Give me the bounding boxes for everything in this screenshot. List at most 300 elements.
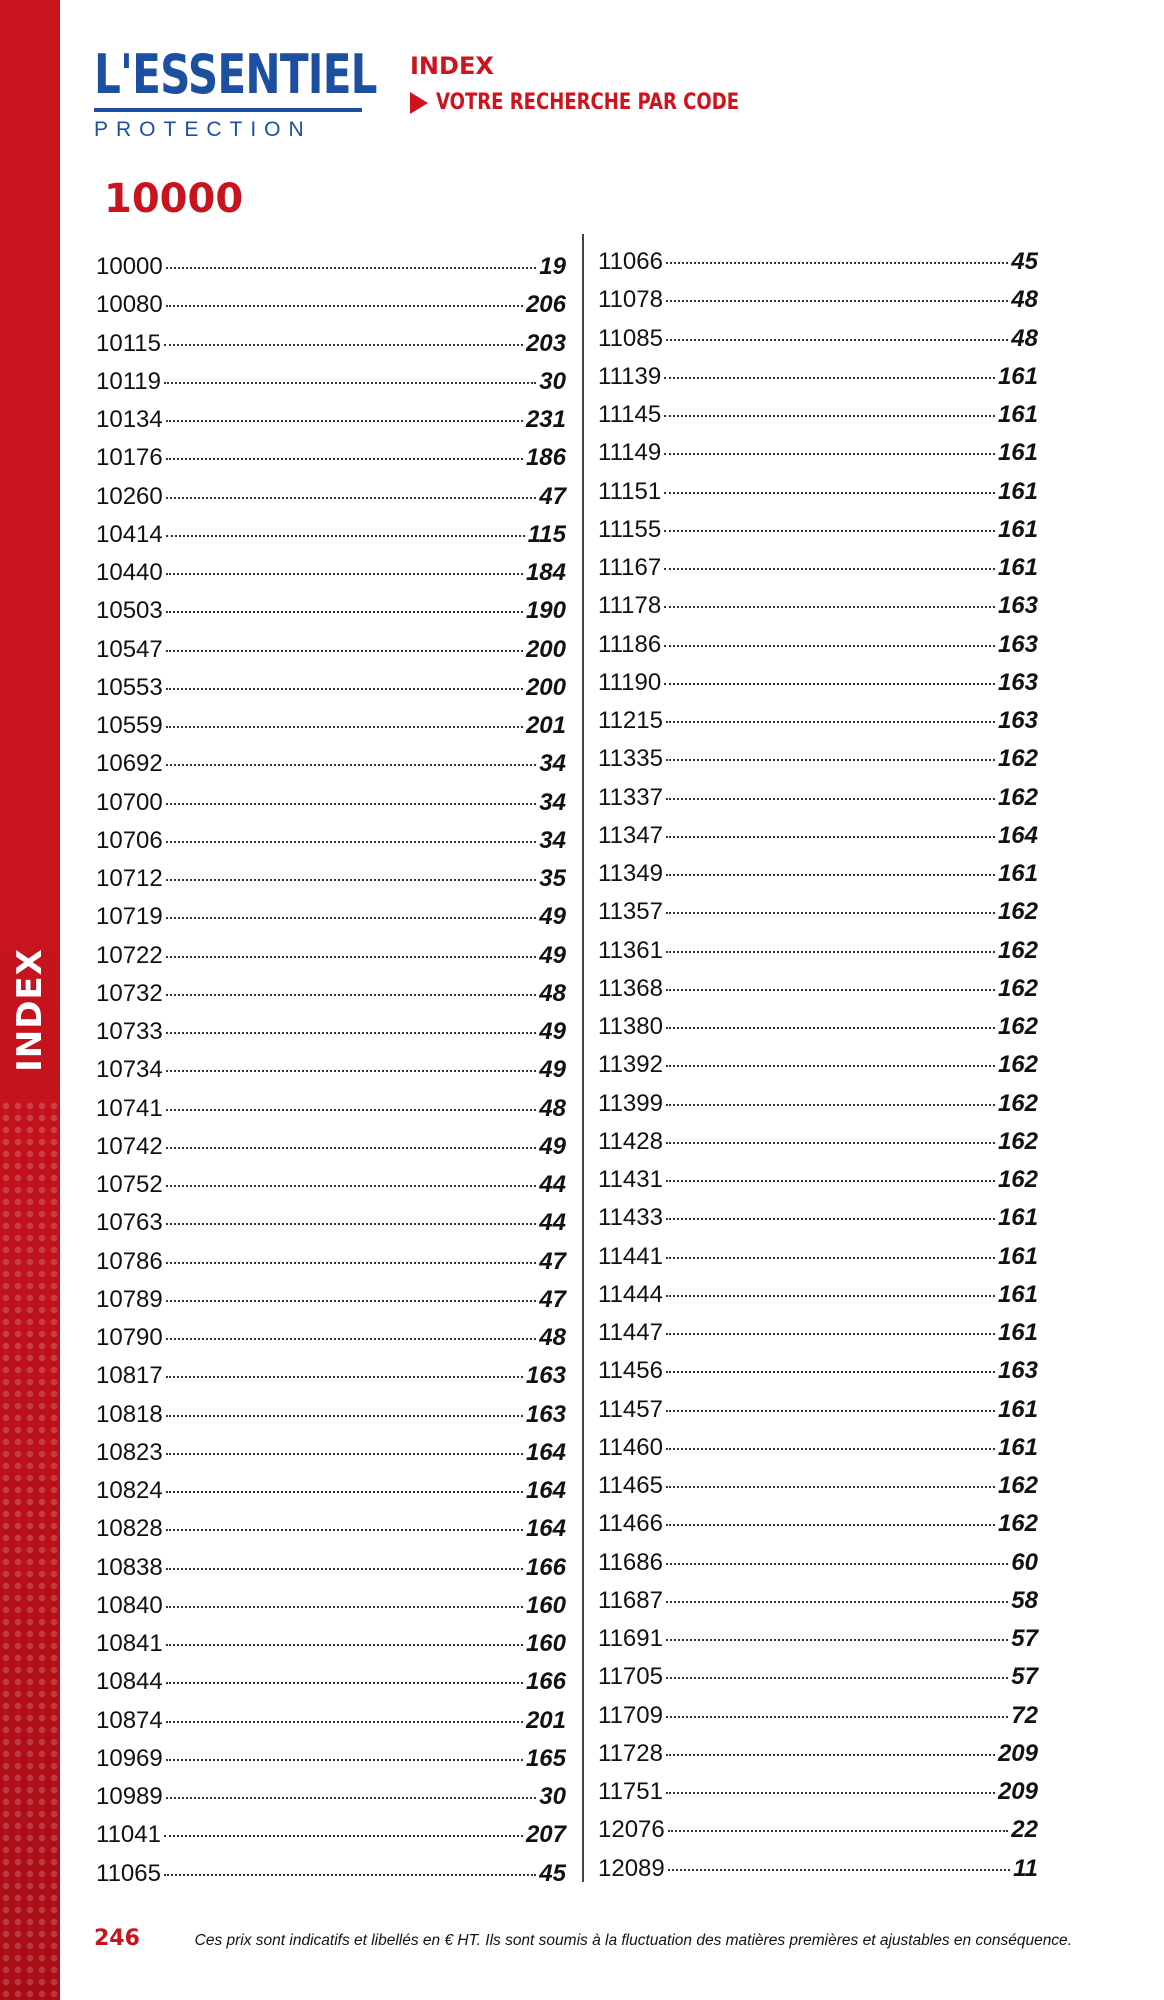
entry-code: 10115 bbox=[96, 329, 161, 357]
entry-code: 11380 bbox=[598, 1013, 663, 1040]
index-entry bbox=[96, 1855, 566, 1893]
entry-page: 162 bbox=[997, 1051, 1038, 1079]
dot-leader bbox=[166, 1759, 523, 1761]
entry-code: 10969 bbox=[96, 1744, 163, 1772]
entry-code: 11686 bbox=[598, 1548, 663, 1576]
entry-page: 49 bbox=[539, 903, 566, 931]
entry-code: 10700 bbox=[96, 788, 163, 816]
index-entry bbox=[96, 860, 566, 898]
entry-code: 10734 bbox=[96, 1056, 163, 1084]
entry-page: 48 bbox=[539, 1094, 566, 1122]
dot-leader bbox=[664, 453, 995, 455]
dot-leader bbox=[166, 841, 537, 843]
index-entry bbox=[96, 745, 566, 783]
entry-code: 11215 bbox=[598, 707, 663, 734]
entry-code: 10547 bbox=[96, 635, 163, 663]
index-entry bbox=[96, 631, 566, 669]
index-entry bbox=[96, 1625, 566, 1663]
dot-leader bbox=[164, 1874, 536, 1876]
index-entry bbox=[96, 784, 566, 822]
dot-leader bbox=[666, 1601, 1008, 1603]
entry-page: 11 bbox=[1013, 1854, 1038, 1882]
entry-code: 11337 bbox=[598, 783, 663, 811]
entry-code: 11428 bbox=[598, 1127, 663, 1155]
entry-page: 162 bbox=[997, 898, 1038, 926]
dot-leader bbox=[166, 611, 523, 613]
entry-page: 163 bbox=[997, 707, 1038, 734]
entry-code: 10823 bbox=[96, 1438, 163, 1466]
dot-leader bbox=[166, 650, 523, 652]
dot-leader bbox=[166, 420, 523, 422]
dot-leader bbox=[666, 1754, 995, 1756]
entry-page: 203 bbox=[525, 329, 566, 357]
dot-leader bbox=[666, 339, 1008, 341]
entry-page: 34 bbox=[539, 788, 566, 816]
entry-code: 11691 bbox=[598, 1625, 663, 1652]
index-entry bbox=[96, 937, 566, 975]
dot-leader bbox=[166, 497, 537, 499]
index-entry bbox=[96, 1510, 566, 1548]
entry-code: 11155 bbox=[598, 515, 662, 543]
logo-rule bbox=[94, 108, 362, 112]
entry-page: 163 bbox=[997, 1357, 1038, 1385]
dot-leader bbox=[166, 305, 523, 307]
entry-page: 166 bbox=[525, 1553, 566, 1581]
entry-page: 164 bbox=[525, 1515, 566, 1543]
index-entry bbox=[598, 1238, 1038, 1276]
entry-page: 48 bbox=[539, 979, 566, 1007]
index-entry bbox=[96, 439, 566, 477]
dot-leader bbox=[166, 1415, 523, 1417]
dot-leader bbox=[166, 1644, 523, 1646]
entry-code: 10722 bbox=[96, 941, 163, 969]
index-entry bbox=[96, 363, 566, 401]
entry-code: 11361 bbox=[598, 936, 663, 964]
index-entry bbox=[96, 1357, 566, 1395]
entry-page: 48 bbox=[1011, 286, 1038, 314]
index-entry bbox=[96, 1472, 566, 1510]
index-entry bbox=[598, 1544, 1038, 1582]
entry-page: 161 bbox=[997, 1242, 1038, 1270]
entry-code: 11368 bbox=[598, 974, 663, 1002]
entry-code: 10840 bbox=[96, 1591, 163, 1619]
entry-page: 30 bbox=[539, 367, 566, 395]
entry-code: 11085 bbox=[598, 324, 663, 352]
index-entry bbox=[598, 1620, 1038, 1658]
index-entry bbox=[598, 1123, 1038, 1161]
index-entry bbox=[96, 1816, 566, 1854]
entry-code: 10440 bbox=[96, 559, 163, 586]
index-entry bbox=[96, 1434, 566, 1472]
entry-page: 201 bbox=[525, 1706, 566, 1734]
entry-page: 163 bbox=[997, 668, 1038, 696]
entry-code: 11444 bbox=[598, 1280, 663, 1308]
dot-leader bbox=[666, 1677, 1008, 1679]
index-entry bbox=[598, 1391, 1038, 1429]
dot-leader bbox=[166, 573, 523, 575]
entry-page: 34 bbox=[539, 750, 566, 778]
entry-code: 10752 bbox=[96, 1171, 163, 1198]
index-entry bbox=[96, 707, 566, 745]
entry-code: 12076 bbox=[598, 1816, 665, 1844]
entry-page: 47 bbox=[539, 1247, 566, 1275]
index-entry bbox=[96, 975, 566, 1013]
index-entry bbox=[96, 592, 566, 630]
entry-code: 10719 bbox=[96, 903, 163, 931]
index-entry bbox=[598, 1505, 1038, 1543]
dot-leader bbox=[666, 1371, 995, 1373]
entry-code: 10844 bbox=[96, 1668, 163, 1696]
index-entry bbox=[96, 1013, 566, 1051]
index-entry bbox=[598, 243, 1038, 281]
page-number: 246 bbox=[94, 1926, 140, 1951]
dot-leader bbox=[166, 688, 523, 690]
index-entry bbox=[598, 626, 1038, 664]
entry-code: 11728 bbox=[598, 1739, 663, 1767]
entry-page: 161 bbox=[997, 554, 1038, 581]
entry-code: 10818 bbox=[96, 1400, 163, 1428]
entry-code: 11167 bbox=[598, 554, 662, 581]
entry-code: 11456 bbox=[598, 1357, 663, 1385]
play-arrow-icon bbox=[410, 92, 428, 114]
entry-code: 10824 bbox=[96, 1477, 163, 1504]
dot-leader bbox=[666, 1410, 995, 1412]
entry-page: 164 bbox=[525, 1438, 566, 1466]
entry-code: 10414 bbox=[96, 520, 163, 548]
entry-code: 10732 bbox=[96, 979, 163, 1007]
dot-leader bbox=[664, 530, 995, 532]
entry-page: 162 bbox=[997, 1013, 1038, 1040]
entry-code: 11066 bbox=[598, 248, 663, 275]
dot-leader bbox=[666, 1142, 995, 1144]
dot-leader bbox=[664, 492, 995, 494]
entry-code: 10559 bbox=[96, 712, 163, 739]
dot-leader bbox=[166, 1223, 537, 1225]
index-entry bbox=[598, 740, 1038, 778]
entry-page: 115 bbox=[527, 520, 566, 548]
entry-page: 207 bbox=[525, 1821, 566, 1849]
entry-code: 11705 bbox=[598, 1663, 663, 1691]
index-entry bbox=[96, 1243, 566, 1281]
entry-page: 206 bbox=[525, 291, 566, 319]
entry-page: 161 bbox=[997, 401, 1038, 428]
index-entry bbox=[598, 1811, 1038, 1849]
entry-page: 162 bbox=[997, 1127, 1038, 1155]
entry-code: 11457 bbox=[598, 1395, 663, 1423]
entry-page: 161 bbox=[997, 362, 1038, 390]
entry-page: 163 bbox=[525, 1362, 566, 1390]
page-header bbox=[410, 52, 806, 115]
index-entry bbox=[96, 1702, 566, 1740]
index-entry bbox=[598, 855, 1038, 893]
entry-code: 11065 bbox=[96, 1859, 161, 1887]
entry-code: 11392 bbox=[598, 1051, 663, 1079]
entry-page: 209 bbox=[997, 1778, 1038, 1805]
dot-leader bbox=[666, 912, 995, 914]
entry-page: 200 bbox=[525, 635, 566, 663]
index-entry bbox=[598, 1735, 1038, 1773]
entry-page: 47 bbox=[539, 482, 566, 510]
entry-page: 30 bbox=[539, 1783, 566, 1810]
entry-page: 162 bbox=[997, 1472, 1038, 1499]
entry-code: 11139 bbox=[598, 362, 662, 390]
dot-leader bbox=[664, 415, 995, 417]
dot-leader bbox=[664, 645, 995, 647]
entry-code: 11186 bbox=[598, 630, 662, 658]
entry-page: 35 bbox=[539, 865, 566, 892]
entry-page: 49 bbox=[539, 941, 566, 969]
entry-page: 22 bbox=[1011, 1816, 1038, 1844]
entry-code: 10503 bbox=[96, 597, 163, 625]
entry-page: 160 bbox=[525, 1591, 566, 1619]
entry-page: 160 bbox=[525, 1630, 566, 1657]
entry-code: 11149 bbox=[598, 439, 662, 467]
dot-leader bbox=[166, 1109, 537, 1111]
entry-page: 190 bbox=[525, 597, 566, 625]
entry-page: 200 bbox=[525, 673, 566, 701]
dot-leader bbox=[666, 1218, 995, 1220]
index-entry bbox=[96, 1396, 566, 1434]
index-entry bbox=[96, 1587, 566, 1625]
entry-page: 161 bbox=[997, 1395, 1038, 1423]
entry-code: 10119 bbox=[96, 367, 161, 395]
dot-leader bbox=[666, 1180, 995, 1182]
entry-code: 11078 bbox=[598, 286, 663, 314]
entry-code: 10742 bbox=[96, 1132, 163, 1160]
dot-leader bbox=[166, 1338, 537, 1340]
index-entry bbox=[598, 1199, 1038, 1237]
entry-code: 10828 bbox=[96, 1515, 163, 1543]
entry-page: 161 bbox=[997, 1280, 1038, 1308]
index-entry bbox=[96, 1090, 566, 1128]
index-entry bbox=[96, 1204, 566, 1242]
entry-code: 10706 bbox=[96, 826, 163, 854]
dot-leader bbox=[166, 458, 523, 460]
entry-page: 57 bbox=[1011, 1625, 1038, 1652]
entry-code: 11466 bbox=[598, 1510, 663, 1538]
dot-leader bbox=[166, 1606, 523, 1608]
halftone-pattern bbox=[0, 1100, 60, 2000]
index-entry bbox=[96, 822, 566, 860]
index-entry bbox=[598, 893, 1038, 931]
entry-page: 49 bbox=[539, 1056, 566, 1084]
index-entry bbox=[598, 1773, 1038, 1811]
header-title: INDEX bbox=[410, 52, 494, 80]
entry-page: 19 bbox=[539, 253, 566, 280]
dot-leader bbox=[666, 1524, 995, 1526]
dot-leader bbox=[664, 568, 995, 570]
entry-code: 11709 bbox=[598, 1701, 663, 1729]
dot-leader bbox=[668, 1830, 1009, 1832]
entry-page: 161 bbox=[997, 1204, 1038, 1232]
index-entry bbox=[96, 898, 566, 936]
brand-name: L'ESSENTIEL bbox=[94, 43, 377, 106]
dot-leader bbox=[666, 1792, 995, 1794]
entry-page: 44 bbox=[539, 1209, 566, 1237]
dot-leader bbox=[666, 836, 995, 838]
side-index-label: INDEX bbox=[10, 948, 50, 1072]
entry-page: 34 bbox=[539, 826, 566, 854]
entry-code: 11441 bbox=[598, 1242, 663, 1270]
index-entry bbox=[598, 1085, 1038, 1123]
index-entry bbox=[96, 325, 566, 363]
entry-code: 10989 bbox=[96, 1783, 163, 1810]
entry-code: 10817 bbox=[96, 1362, 163, 1390]
entry-page: 161 bbox=[997, 1319, 1038, 1346]
entry-code: 10000 bbox=[96, 253, 163, 280]
column-divider bbox=[582, 234, 584, 1882]
entry-page: 162 bbox=[997, 1089, 1038, 1117]
dot-leader bbox=[166, 1070, 537, 1072]
dot-leader bbox=[666, 1448, 995, 1450]
entry-page: 201 bbox=[525, 712, 566, 739]
entry-page: 48 bbox=[1011, 324, 1038, 352]
dot-leader bbox=[666, 989, 995, 991]
index-entry bbox=[598, 281, 1038, 319]
dot-leader bbox=[664, 377, 995, 379]
entry-page: 161 bbox=[997, 1433, 1038, 1461]
entry-page: 45 bbox=[1011, 248, 1038, 275]
entry-code: 11431 bbox=[598, 1166, 663, 1193]
dot-leader bbox=[166, 879, 537, 881]
index-entry bbox=[96, 286, 566, 324]
dot-leader bbox=[166, 917, 537, 919]
entry-code: 10874 bbox=[96, 1706, 163, 1734]
index-entry bbox=[96, 1319, 566, 1357]
entry-code: 10712 bbox=[96, 865, 163, 892]
index-entry bbox=[96, 1166, 566, 1204]
entry-page: 231 bbox=[525, 406, 566, 433]
entry-code: 12089 bbox=[598, 1854, 665, 1882]
index-entry bbox=[96, 1549, 566, 1587]
index-entry bbox=[598, 970, 1038, 1008]
entry-code: 11357 bbox=[598, 898, 663, 926]
entry-page: 60 bbox=[1011, 1548, 1038, 1576]
dot-leader bbox=[164, 1835, 523, 1837]
header-subtitle bbox=[410, 90, 806, 115]
entry-page: 49 bbox=[539, 1018, 566, 1045]
entry-page: 162 bbox=[997, 936, 1038, 964]
index-entry bbox=[598, 396, 1038, 434]
dot-leader bbox=[666, 1257, 995, 1259]
entry-page: 164 bbox=[997, 821, 1038, 849]
entry-code: 11399 bbox=[598, 1089, 663, 1117]
entry-code: 10134 bbox=[96, 406, 163, 433]
dot-leader bbox=[166, 1300, 537, 1302]
entry-code: 11178 bbox=[598, 592, 662, 620]
entry-page: 162 bbox=[997, 974, 1038, 1002]
index-entry bbox=[96, 401, 566, 439]
dot-leader bbox=[166, 1721, 523, 1723]
dot-leader bbox=[166, 1491, 523, 1493]
entry-page: 44 bbox=[539, 1171, 566, 1198]
entry-page: 161 bbox=[997, 515, 1038, 543]
entry-page: 57 bbox=[1011, 1663, 1038, 1691]
index-entry bbox=[598, 1467, 1038, 1505]
dot-leader bbox=[666, 1027, 995, 1029]
dot-leader bbox=[666, 721, 995, 723]
index-entry bbox=[598, 511, 1038, 549]
price-disclaimer: Ces prix sont indicatifs et libellés en € HT. Ils sont soumis à la fluctuation des matières premières et ajustables en conséquence. bbox=[194, 1932, 1072, 1949]
dot-leader bbox=[166, 994, 537, 996]
dot-leader bbox=[666, 798, 995, 800]
section-title: 10000 bbox=[104, 176, 244, 222]
entry-page: 186 bbox=[525, 444, 566, 472]
entry-page: 47 bbox=[539, 1285, 566, 1313]
dot-leader bbox=[166, 1529, 523, 1531]
entry-code: 11465 bbox=[598, 1472, 663, 1499]
index-entry bbox=[598, 1429, 1038, 1467]
index-entry bbox=[96, 478, 566, 516]
dot-leader bbox=[666, 1104, 995, 1106]
index-entry bbox=[96, 1663, 566, 1701]
entry-code: 11460 bbox=[598, 1433, 663, 1461]
entry-code: 10841 bbox=[96, 1630, 163, 1657]
dot-leader bbox=[668, 1869, 1010, 1871]
index-entry bbox=[598, 664, 1038, 702]
dot-leader bbox=[666, 1639, 1008, 1641]
entry-page: 49 bbox=[539, 1132, 566, 1160]
dot-leader bbox=[666, 874, 995, 876]
entry-page: 162 bbox=[997, 745, 1038, 773]
entry-page: 163 bbox=[997, 630, 1038, 658]
dot-leader bbox=[166, 1453, 523, 1455]
entry-code: 11151 bbox=[598, 477, 662, 505]
entry-code: 11145 bbox=[598, 401, 662, 428]
entry-page: 161 bbox=[997, 860, 1038, 887]
index-entry bbox=[96, 669, 566, 707]
dot-leader bbox=[666, 1716, 1008, 1718]
index-entry bbox=[96, 554, 566, 592]
dot-leader bbox=[664, 606, 995, 608]
entry-code: 10790 bbox=[96, 1324, 163, 1351]
entry-code: 11447 bbox=[598, 1319, 663, 1346]
index-entry bbox=[96, 1778, 566, 1816]
index-entry bbox=[598, 1046, 1038, 1084]
dot-leader bbox=[166, 1032, 537, 1034]
dot-leader bbox=[666, 1563, 1008, 1565]
entry-page: 48 bbox=[539, 1324, 566, 1351]
index-entry bbox=[598, 1658, 1038, 1696]
index-entry bbox=[598, 1314, 1038, 1352]
dot-leader bbox=[166, 267, 537, 269]
dot-leader bbox=[166, 1376, 523, 1378]
index-entry bbox=[598, 1352, 1038, 1390]
dot-leader bbox=[166, 1147, 537, 1149]
index-entry bbox=[598, 1582, 1038, 1620]
index-entry bbox=[598, 779, 1038, 817]
index-entry bbox=[598, 434, 1038, 472]
index-entry bbox=[96, 1740, 566, 1778]
entry-code: 11041 bbox=[96, 1821, 161, 1849]
dot-leader bbox=[166, 1262, 537, 1264]
entry-page: 162 bbox=[997, 1510, 1038, 1538]
side-band bbox=[0, 0, 60, 2000]
index-entry bbox=[96, 248, 566, 286]
index-entry bbox=[598, 1161, 1038, 1199]
index-column-left bbox=[96, 248, 566, 1893]
dot-leader bbox=[166, 535, 525, 537]
dot-leader bbox=[166, 726, 523, 728]
entry-code: 10553 bbox=[96, 673, 163, 701]
dot-leader bbox=[666, 262, 1008, 264]
entry-code: 11751 bbox=[598, 1778, 663, 1805]
entry-code: 11687 bbox=[598, 1586, 663, 1614]
entry-code: 10080 bbox=[96, 291, 163, 319]
dot-leader bbox=[166, 956, 537, 958]
entry-page: 184 bbox=[525, 559, 566, 586]
dot-leader bbox=[666, 300, 1008, 302]
